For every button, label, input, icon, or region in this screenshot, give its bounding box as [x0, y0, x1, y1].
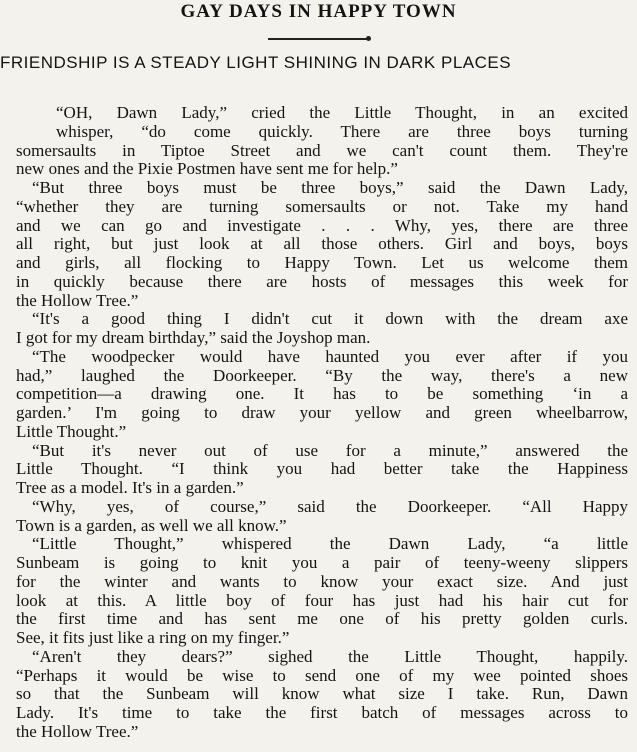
rule-ornament	[366, 36, 371, 41]
article-line: “Aren't they dears?” sighed the Little Thought, happily.	[32, 646, 628, 666]
article-line: all right, but just look at all those others. Girl and boys, boys	[16, 234, 628, 254]
article-body	[16, 104, 628, 742]
article-line: new ones and the Pixie Postmen have sent me for help.”	[16, 159, 398, 179]
article-line: somersaults in Tiptoe Street and we can't count them. They're	[16, 140, 628, 160]
article-line: so that the Sunbeam will know what size I take. Run, Dawn	[16, 684, 628, 704]
article-line: Lady. It's time to take the first batch of messages across to	[16, 703, 628, 722]
article-line: competition—a drawing one. It has to be something ‘in a	[16, 384, 628, 404]
article-line: “OH, Dawn Lady,” cried the Little Thought, in an excited	[56, 103, 628, 122]
article-line: “Perhaps it would be wise to send one of my wee pointed shoes	[16, 665, 628, 685]
article-line: “But it's never out of use for a minute,” answered the	[32, 440, 628, 460]
article-line: “whether they are turning somersaults or not. Take my hand	[16, 196, 628, 216]
article-line: the first time and has sent me one of his pretty golden curls.	[16, 609, 628, 629]
column-title: GAY DAYS IN HAPPY TOWN	[180, 1, 457, 22]
article-line: and girls, all flocking to Happy Town. Let us welcome them	[16, 253, 628, 272]
article-line: Town is a garden, as well we all know.”	[16, 515, 287, 535]
article-line: See, it fits just like a ring on my finger.”	[16, 628, 290, 647]
article-line: had,” laughed the Doorkeeper. “By the way, there's a new	[16, 365, 628, 385]
article-line: I got for my dream birthday,” said the Joyshop man.	[16, 328, 371, 347]
article-line: for the winter and wants to know your exact size. And just	[16, 571, 628, 591]
title-rule	[268, 38, 368, 40]
article-line: Tree as a model. It's in a garden.”	[16, 478, 244, 497]
headline: FRIENDSHIP IS A STEADY LIGHT SHINING IN DARK PLACES	[0, 53, 512, 72]
article-line: and we can go and investigate . . . Why, yes, there are three	[16, 215, 628, 235]
article-line: Sunbeam is going to knit you a pair of teeny-weeny slippers	[16, 553, 628, 572]
article-line: the Hollow Tree.”	[16, 290, 139, 310]
article-line: “Little Thought,” whispered the Dawn Lady, “a little	[32, 534, 628, 554]
article-line: look at this. A little boy of four has just had his hair cut for	[16, 590, 628, 610]
article-line: “Why, yes, of course,” said the Doorkeeper. “All Happy	[32, 496, 628, 516]
article-line: the Hollow Tree.”	[16, 721, 139, 741]
article-line: “The woodpecker would have haunted you ever after if you	[32, 346, 628, 366]
article-line: whisper, “do come quickly. There are three boys turning	[56, 121, 628, 141]
article-line: “It's a good thing I didn't cut it down with the dream axe	[32, 309, 628, 329]
article-line: Little Thought. “I think you had better take the Happiness	[16, 459, 628, 479]
article-line: Little Thought.”	[16, 421, 127, 441]
article-line: in quickly because there are hosts of messages this week for	[16, 271, 628, 291]
article-line: garden.’ I'm going to draw your yellow and green wheelbarrow,	[16, 403, 628, 422]
article-line: “But three boys must be three boys,” said the Dawn Lady,	[32, 178, 628, 197]
